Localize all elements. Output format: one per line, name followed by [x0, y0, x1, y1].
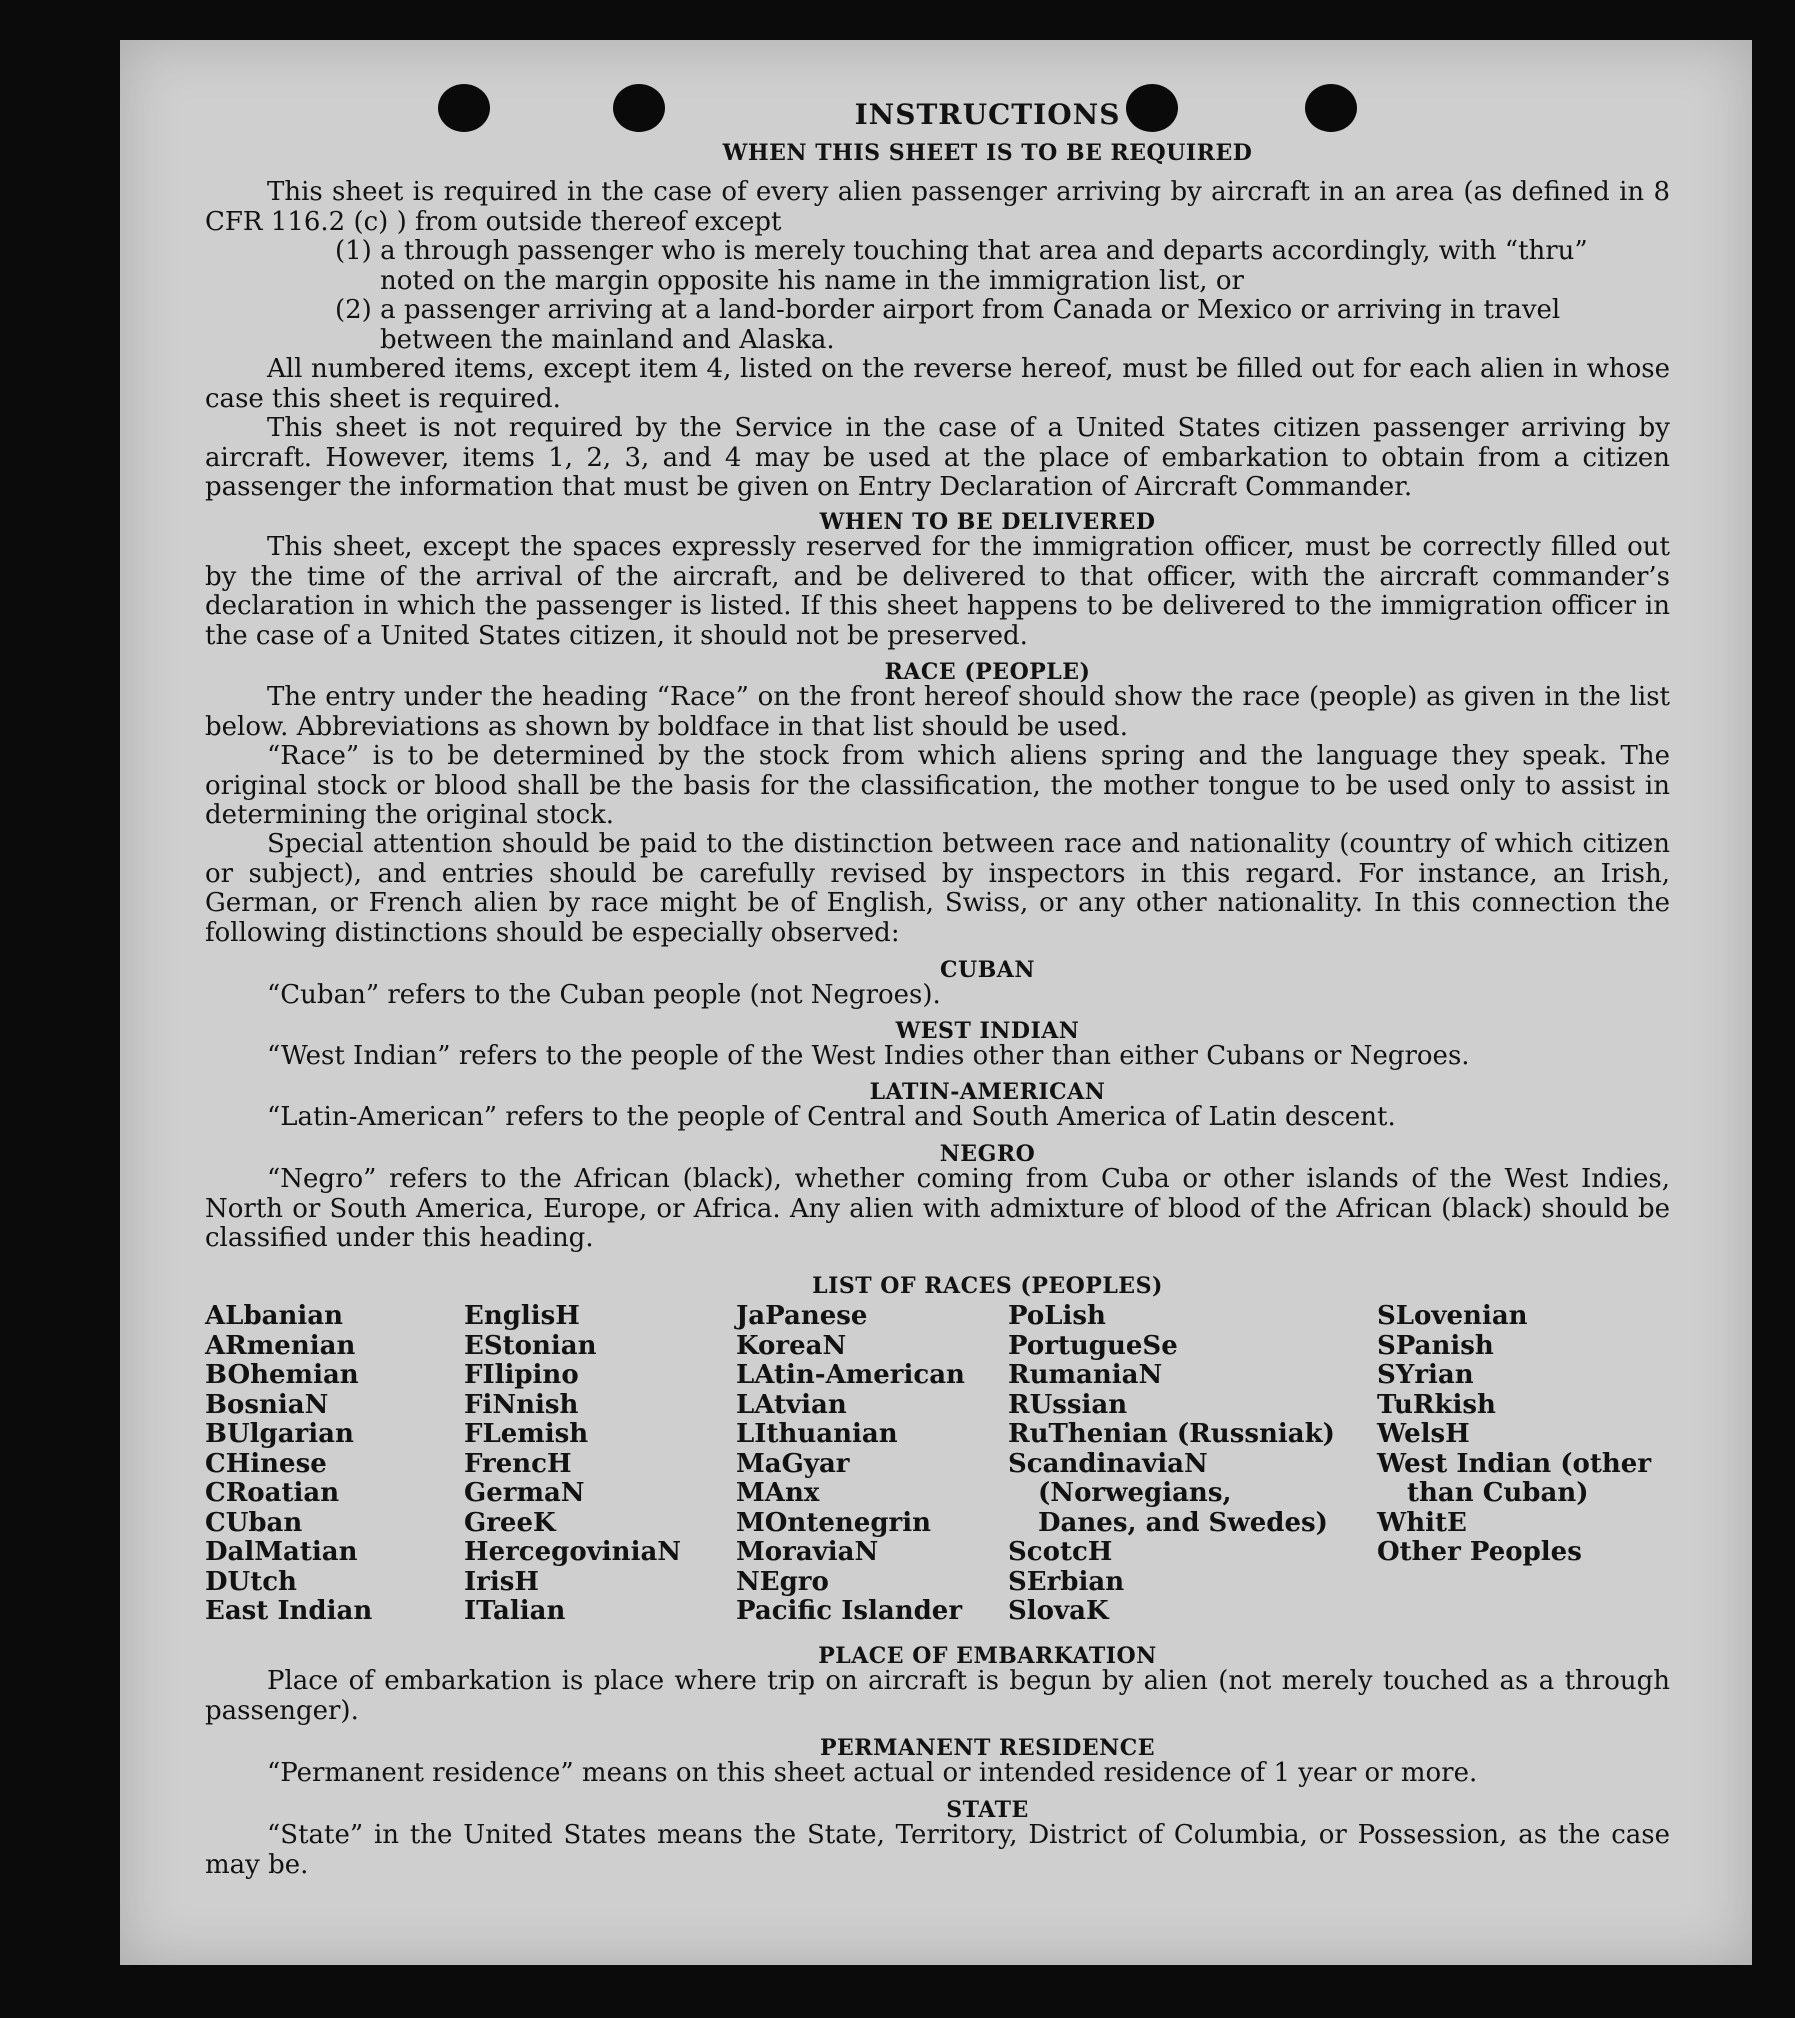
race-list-item: BUlgarian — [205, 1419, 354, 1449]
section-heading-cuban: CUBAN — [940, 957, 1035, 983]
race-list-item: CHinese — [205, 1448, 327, 1479]
race-list-item: DalMatian — [205, 1537, 358, 1567]
citizen-text: This sheet is not required by the Service in the case of a United States citizen passenger arriving by aircraft. However, items 1, 2, 3, and 4 may be used at the place of embarkation to obtain from a citizen passenger the information that must be given on Entry Declaration of Aircraft Commander. — [205, 413, 1670, 502]
race-list-item: RuThenian (Russniak) — [1008, 1419, 1335, 1449]
section-heading-required: WHEN THIS SHEET IS TO BE REQUIRED — [722, 140, 1253, 166]
section-heading-latin-american: LATIN-AMERICAN — [869, 1079, 1106, 1105]
race-list-item: ScandinaviaN (Norwegians, Danes, and Swedes) — [1008, 1448, 1328, 1538]
section-heading-residence: PERMANENT RESIDENCE — [820, 1735, 1155, 1761]
section-heading-west-indian: WEST INDIAN — [895, 1018, 1080, 1044]
section-heading-race: RACE (PEOPLE) — [884, 659, 1091, 685]
race-column-2 — [464, 1302, 681, 1627]
section-heading-delivered: WHEN TO BE DELIVERED — [819, 509, 1156, 535]
required-intro: This sheet is required in the case of every alien passenger arriving by aircraft in an area (as defined in 8 CFR 116.2 (c) ) from outside thereof except — [205, 177, 1670, 237]
race-list-item: GermaN — [464, 1478, 585, 1508]
race-list — [205, 1301, 1705, 1626]
race-list-item: SPanish — [1377, 1330, 1494, 1361]
race-list-item: JaPanese — [736, 1301, 868, 1331]
race-list-item: FIlipino — [464, 1360, 579, 1390]
section-heading-state: STATE — [946, 1797, 1029, 1823]
race-para-3: Special attention should be paid to the distinction between race and nationality (country of which citizen or subject), and entries should be carefully revised by inspectors in this regard. For instance, an Irish, German, or French alien by race might be of English, Swiss, or any other nationality. In this connection the following distinctions should be especially observed: — [205, 829, 1670, 948]
race-list-item: PortugueSe — [1008, 1330, 1178, 1361]
race-list-item: WelsH — [1377, 1419, 1470, 1449]
exception-2: (2) a passenger arriving at a land-border airport from Canada or Mexico or arriving in travel between the mainland and Alaska. — [335, 295, 1561, 355]
race-list-item: EStonian — [464, 1330, 597, 1361]
race-list-item: MAnx — [736, 1478, 820, 1508]
race-list-item: SErbian — [1008, 1566, 1125, 1597]
race-list-item: IrisH — [464, 1566, 539, 1597]
race-list-item: NEgro — [736, 1566, 829, 1597]
page-title: INSTRUCTIONS — [854, 98, 1121, 131]
negro-text: “Negro” refers to the African (black), whether coming from Cuba or other islands of the West Indies, North or South America, Europe, or Africa. Any alien with admixture of blood of the African (black) should be classified under this heading. — [205, 1164, 1670, 1253]
residence-text: “Permanent residence” means on this sheet actual or intended residence of 1 year or more. — [267, 1758, 1478, 1788]
race-list-item: LAtin-American — [736, 1360, 965, 1390]
race-list-item: MaGyar — [736, 1448, 850, 1479]
race-list-item: LAtvian — [736, 1389, 847, 1420]
race-list-item: WhitE — [1377, 1507, 1467, 1538]
race-list-item: FiNnish — [464, 1389, 579, 1420]
race-list-item: RumaniaN — [1008, 1360, 1163, 1390]
latin-american-text: “Latin-American” refers to the people of Central and South America of Latin descent. — [267, 1102, 1396, 1132]
delivered-text: This sheet, except the spaces expressly reserved for the immigration officer, must be correctly filled out by the time of the arrival of the aircraft, and be delivered to that officer, with the aircraft commander’s declaration in which the passenger is listed. If this sheet happens to be delivered to the immigration officer in the case of a United States citizen, it should not be preserved. — [205, 532, 1670, 651]
race-list-item: KoreaN — [736, 1330, 847, 1361]
race-para-1: The entry under the heading “Race” on the front hereof should show the race (people) as given in the list below. Abbreviations as shown by boldface in that list should be used. — [205, 682, 1670, 742]
race-list-item: West Indian (other than Cuban) — [1377, 1448, 1652, 1508]
race-list-item: SlovaK — [1008, 1596, 1109, 1626]
race-list-item: GreeK — [464, 1507, 556, 1538]
cuban-text: “Cuban” refers to the Cuban people (not Negroes). — [267, 980, 941, 1010]
race-list-item: RUssian — [1008, 1389, 1128, 1420]
race-list-item: ScotcH — [1008, 1537, 1113, 1567]
race-list-item: BOhemian — [205, 1360, 359, 1390]
race-list-item: SYrian — [1377, 1360, 1474, 1390]
numbered-items-text: All numbered items, except item 4, listed on the reverse hereof, must be filled out for each alien in whose case this sheet is required. — [205, 354, 1670, 414]
race-list-item: BosniaN — [205, 1389, 329, 1420]
race-column-4 — [1008, 1301, 1335, 1627]
race-list-item: ARmenian — [205, 1330, 356, 1361]
section-heading-negro: NEGRO — [939, 1141, 1036, 1167]
race-column-5 — [1377, 1302, 1677, 1568]
race-list-item: East Indian — [205, 1596, 373, 1626]
race-list-item: EnglisH — [464, 1301, 580, 1331]
section-heading-embarkation: PLACE OF EMBARKATION — [818, 1643, 1157, 1669]
race-list-item: FrencH — [464, 1448, 572, 1479]
exception-1: (1) a through passenger who is merely touching that area and departs accordingly, with “thru” noted on the margin opposite his name in the immigration list, or — [335, 236, 1588, 296]
race-list-item: Other Peoples — [1377, 1537, 1582, 1567]
west-indian-text: “West Indian” refers to the people of the West Indies other than either Cubans or Negroes. — [267, 1041, 1470, 1071]
race-column-3 — [736, 1302, 965, 1627]
state-text: “State” in the United States means the State, Territory, District of Columbia, or Possession, as the case may be. — [205, 1820, 1670, 1880]
race-list-item: FLemish — [464, 1419, 589, 1449]
race-list-item: DUtch — [205, 1566, 297, 1597]
race-list-item: Pacific Islander — [736, 1596, 963, 1626]
race-list-item: CRoatian — [205, 1478, 340, 1508]
race-list-item: MoraviaN — [736, 1537, 879, 1567]
race-list-item: ITalian — [464, 1596, 566, 1626]
document-page — [120, 40, 1752, 1965]
race-list-item: SLovenian — [1377, 1301, 1528, 1331]
race-list-item: LIthuanian — [736, 1419, 898, 1449]
race-list-item: PoLish — [1008, 1301, 1106, 1331]
exception-list — [335, 237, 1670, 355]
race-list-item: MOntenegrin — [736, 1507, 931, 1538]
race-list-item: CUban — [205, 1507, 303, 1538]
race-list-item: TuRkish — [1377, 1389, 1496, 1420]
race-column-1 — [205, 1302, 372, 1627]
race-list-item: ALbanian — [205, 1301, 344, 1331]
race-para-2: “Race” is to be determined by the stock from which aliens spring and the language they speak. The original stock or blood shall be the basis for the classification, the mother tongue to be used only to assist in determining the original stock. — [205, 741, 1670, 830]
embarkation-text: Place of embarkation is place where trip on aircraft is begun by alien (not merely touched as a through passenger). — [205, 1666, 1670, 1726]
section-heading-list-of-races: LIST OF RACES (PEOPLES) — [812, 1273, 1163, 1299]
race-list-item: HercegoviniaN — [464, 1537, 682, 1567]
